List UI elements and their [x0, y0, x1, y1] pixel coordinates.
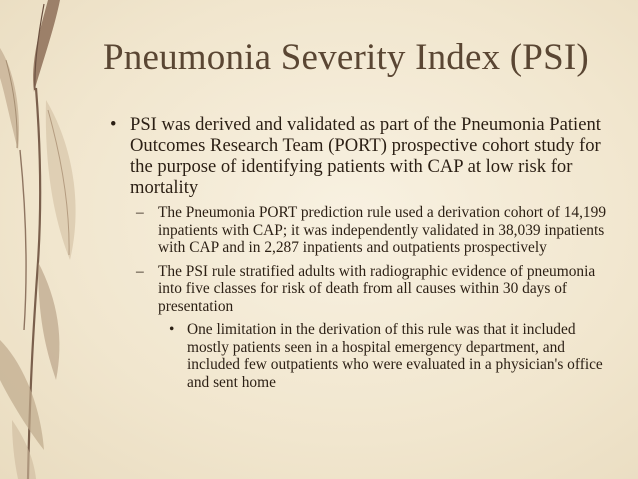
slide-title: Pneumonia Severity Index (PSI)	[103, 37, 589, 78]
sub-bullet-item	[110, 263, 615, 316]
sub-bullet-text: The PSI rule stratified adults with radiographic evidence of pneumonia into five classes for risk of death from all causes within 30 days of presentation	[158, 262, 596, 315]
sub-sub-bullet-item	[110, 321, 615, 391]
sub-bullet-text: The Pneumonia PORT prediction rule used a derivation cohort of 14,199 inpatients with CAP; it was independently validated in 38,039 inpatients with CAP and in 2,287 inpatients and outpatients prospectively	[158, 204, 607, 256]
slide-content	[110, 114, 615, 391]
sub-sub-bullet-marker: •	[169, 321, 175, 338]
sub-bullet-marker: –	[136, 262, 144, 280]
bullet-text: PSI was derived and validated as part of the Pneumonia Patient Outcomes Research Team (PORT) prospective cohort study for the purpose of identifying patients with CAP at low risk for mortality	[130, 114, 601, 198]
bullet-item	[110, 114, 615, 198]
sub-sub-bullet-text: One limitation in the derivation of this rule was that it included mostly patients seen in a hospital emergency department, and included few outpatients who were evaluated in a physician's office and sent home	[187, 321, 603, 391]
bullet-marker: •	[110, 114, 117, 135]
sub-bullet-marker: –	[136, 204, 144, 221]
sub-bullet-item	[110, 204, 615, 257]
